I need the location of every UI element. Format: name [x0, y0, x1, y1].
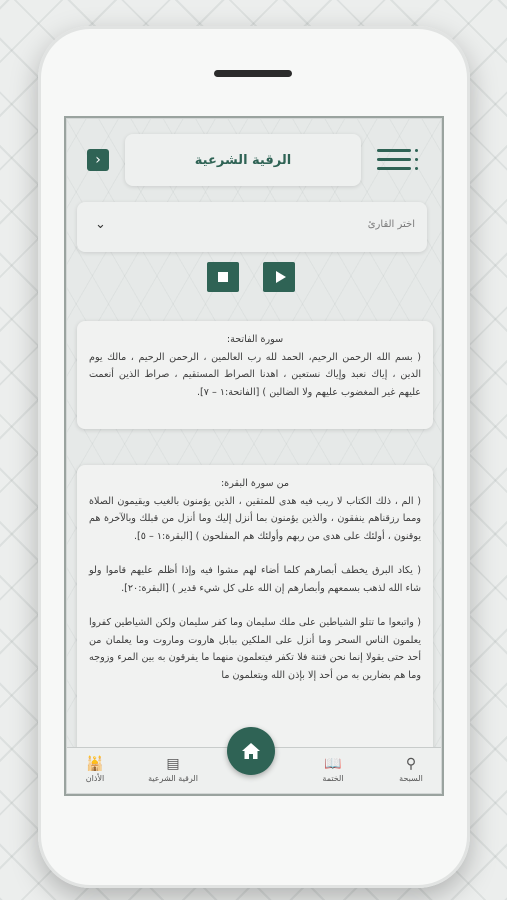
open-book-icon: 📖 [324, 756, 342, 772]
nav-item-adhan[interactable] [73, 756, 117, 783]
chevron-down-icon: ⌄ [95, 217, 106, 232]
play-button[interactable] [263, 262, 295, 292]
reader-select[interactable] [77, 202, 427, 252]
menu-dot [415, 158, 418, 161]
nav-item-ruqyah[interactable] [139, 756, 207, 783]
app-screen [66, 118, 442, 794]
hamburger-menu-icon [377, 149, 411, 152]
menu-dot [415, 167, 418, 170]
tasbih-icon: ⚲ [405, 756, 417, 772]
home-icon [241, 742, 261, 760]
stop-icon [218, 272, 228, 282]
card-heading: سورة الفاتحة: [226, 334, 284, 345]
card-text: ( الم ، ذلك الكتاب لا ريب فيه هدى للمتقين ، الذين يؤمنون بالغيب ويقيمون الصلاة ومما رزقناهم ينفقون ، والذين يؤمنون بما أنزل إليك وما أنزل من قبلك وبالآخرة هم يوقنون ، أولئك على هدى من ربهم وأولئك هم المفلحون ) [البقرة:١ – ٥]. [89, 495, 421, 542]
card-text: ( بسم الله الرحمن الرحيم، الحمد لله رب العالمين ، الرحمن الرحيم ، مالك يوم الدين ، إياك نعبد وإياك نستعين ، اهدنا الصراط المستقيم ، صراط الذين أنعمت عليهم غير المغضوب عليهم ولا الضالين ) [الفاتحة:١ – ٧]. [89, 351, 421, 398]
menu-line [377, 158, 411, 161]
nav-item-label: الأذان [85, 774, 105, 783]
home-button[interactable] [227, 727, 275, 775]
nav-item-tasbih[interactable] [385, 756, 437, 783]
nav-item-label: الختمة [322, 774, 344, 783]
card-text: ( واتبعوا ما تتلو الشياطين على ملك سليمان وما كفر سليمان ولكن الشياطين كفروا يعلمون الناس السحر وما أنزل على الملكين ببابل هاروت وماروت وما يعلمان من أحد حتى يقولا إنما نحن فتنة فلا تكفر فيتعلمون منهما ما يفرقون به بين المرء وزوجه وما هم بضارين به من أحد إلا بإذن الله ويتعلمون ما [89, 617, 421, 681]
nav-item-label: الرقية الشرعية [148, 774, 198, 783]
nav-item-label: السبحة [399, 774, 423, 783]
reader-select-label: اختر القارئ [367, 219, 415, 230]
stop-button[interactable] [207, 262, 239, 292]
header-title-box [125, 134, 361, 186]
phone-speaker [214, 70, 292, 77]
card-text: ( يكاد البرق يخطف أبصارهم كلما أضاء لهم مشوا فيه وإذا أظلم عليهم قاموا ولو شاء الله لذهب بسمعهم وأبصارهم إن الله على كل شيء قدير ) [البقرة:٢٠]. [89, 565, 421, 594]
back-button[interactable] [87, 149, 109, 171]
menu-line [377, 167, 411, 170]
mosque-icon: 🕌 [86, 756, 104, 772]
page-title: الرقية الشرعية [194, 152, 292, 168]
play-icon [276, 271, 286, 283]
card-heading: من سورة البقرة: [220, 478, 290, 489]
menu-button[interactable] [377, 149, 419, 171]
baqarah-card [77, 465, 433, 765]
chevron-right-icon: › [95, 152, 101, 168]
menu-dot [415, 149, 418, 152]
ruqyah-icon: ▤ [166, 756, 180, 772]
nav-item-khatma[interactable] [307, 756, 359, 783]
fatiha-card [77, 321, 433, 429]
